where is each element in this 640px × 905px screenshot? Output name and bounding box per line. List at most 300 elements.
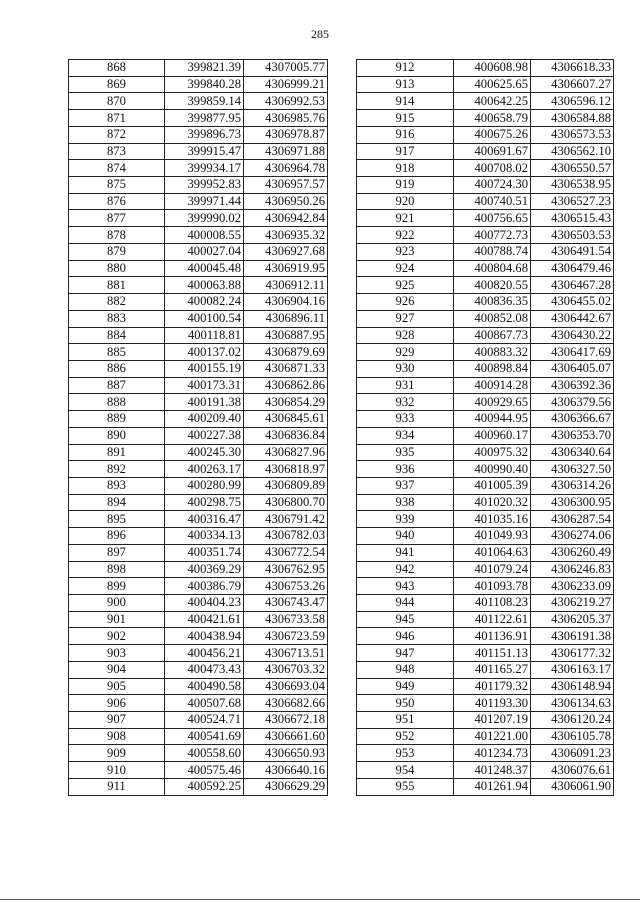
table-row	[357, 578, 614, 595]
x-coordinate-cell: 401165.27	[454, 661, 531, 678]
point-number-cell: 925	[357, 277, 454, 294]
table-row	[69, 60, 328, 77]
point-number-cell: 918	[357, 160, 454, 177]
y-coordinate-cell: 4306618.33	[531, 60, 614, 77]
point-number-cell: 890	[69, 427, 165, 444]
x-coordinate-cell: 400008.55	[165, 227, 244, 244]
coordinates-table-right	[356, 59, 614, 796]
table-row	[69, 126, 328, 143]
table-row	[69, 595, 328, 612]
table-row	[69, 344, 328, 361]
table-row	[357, 227, 614, 244]
x-coordinate-cell: 400334.13	[165, 528, 244, 545]
table-row	[357, 411, 614, 428]
y-coordinate-cell: 4306854.29	[244, 394, 328, 411]
x-coordinate-cell: 400280.99	[165, 477, 244, 494]
x-coordinate-cell: 400063.88	[165, 277, 244, 294]
table-row	[69, 444, 328, 461]
y-coordinate-cell: 4306430.22	[531, 327, 614, 344]
point-number-cell: 872	[69, 126, 165, 143]
y-coordinate-cell: 4306550.57	[531, 160, 614, 177]
y-coordinate-cell: 4306596.12	[531, 93, 614, 110]
table-row	[357, 143, 614, 160]
point-number-cell: 950	[357, 695, 454, 712]
x-coordinate-cell: 400316.47	[165, 511, 244, 528]
point-number-cell: 913	[357, 76, 454, 93]
table-row	[357, 327, 614, 344]
point-number-cell: 889	[69, 411, 165, 428]
y-coordinate-cell: 4306904.16	[244, 294, 328, 311]
y-coordinate-cell: 4306942.84	[244, 210, 328, 227]
y-coordinate-cell: 4306148.94	[531, 678, 614, 695]
point-number-cell: 929	[357, 344, 454, 361]
x-coordinate-cell: 400575.46	[165, 762, 244, 779]
y-coordinate-cell: 4306733.58	[244, 611, 328, 628]
table-row	[69, 712, 328, 729]
table-row	[69, 227, 328, 244]
point-number-cell: 952	[357, 728, 454, 745]
x-coordinate-cell: 400245.30	[165, 444, 244, 461]
point-number-cell: 887	[69, 377, 165, 394]
y-coordinate-cell: 4306219.27	[531, 595, 614, 612]
y-coordinate-cell: 4306999.21	[244, 76, 328, 93]
y-coordinate-cell: 4306871.33	[244, 360, 328, 377]
x-coordinate-cell: 401064.63	[454, 544, 531, 561]
table-row	[357, 427, 614, 444]
x-coordinate-cell: 400960.17	[454, 427, 531, 444]
x-coordinate-cell: 400082.24	[165, 294, 244, 311]
x-coordinate-cell: 400351.74	[165, 544, 244, 561]
x-coordinate-cell: 400209.40	[165, 411, 244, 428]
x-coordinate-cell: 400558.60	[165, 745, 244, 762]
table-row	[69, 477, 328, 494]
x-coordinate-cell: 400836.35	[454, 294, 531, 311]
y-coordinate-cell: 4306246.83	[531, 561, 614, 578]
x-coordinate-cell: 401020.32	[454, 494, 531, 511]
table-row	[357, 762, 614, 779]
x-coordinate-cell: 399952.83	[165, 177, 244, 194]
table-row	[69, 762, 328, 779]
y-coordinate-cell: 4306105.78	[531, 728, 614, 745]
point-number-cell: 896	[69, 528, 165, 545]
y-coordinate-cell: 4306366.67	[531, 411, 614, 428]
x-coordinate-cell: 399896.73	[165, 126, 244, 143]
point-number-cell: 941	[357, 544, 454, 561]
table-row	[357, 260, 614, 277]
y-coordinate-cell: 4306629.29	[244, 778, 328, 795]
y-coordinate-cell: 4306442.67	[531, 310, 614, 327]
point-number-cell: 877	[69, 210, 165, 227]
y-coordinate-cell: 4306919.95	[244, 260, 328, 277]
y-coordinate-cell: 4306957.57	[244, 177, 328, 194]
table-row	[357, 695, 614, 712]
point-number-cell: 948	[357, 661, 454, 678]
table-row	[69, 695, 328, 712]
point-number-cell: 917	[357, 143, 454, 160]
table-row	[357, 645, 614, 662]
x-coordinate-cell: 400675.26	[454, 126, 531, 143]
point-number-cell: 870	[69, 93, 165, 110]
x-coordinate-cell: 399915.47	[165, 143, 244, 160]
table-row	[69, 260, 328, 277]
y-coordinate-cell: 4306661.60	[244, 728, 328, 745]
table-row	[69, 76, 328, 93]
point-number-cell: 902	[69, 628, 165, 645]
x-coordinate-cell: 401207.19	[454, 712, 531, 729]
x-coordinate-cell: 401179.32	[454, 678, 531, 695]
x-coordinate-cell: 400820.55	[454, 277, 531, 294]
x-coordinate-cell: 400592.25	[165, 778, 244, 795]
point-number-cell: 955	[357, 778, 454, 795]
x-coordinate-cell: 400155.19	[165, 360, 244, 377]
point-number-cell: 879	[69, 243, 165, 260]
table-row	[69, 427, 328, 444]
point-number-cell: 878	[69, 227, 165, 244]
table-row	[69, 360, 328, 377]
table-row	[69, 611, 328, 628]
y-coordinate-cell: 4306491.54	[531, 243, 614, 260]
x-coordinate-cell: 400421.61	[165, 611, 244, 628]
table-row	[69, 645, 328, 662]
point-number-cell: 919	[357, 177, 454, 194]
point-number-cell: 880	[69, 260, 165, 277]
y-coordinate-cell: 4306455.02	[531, 294, 614, 311]
table-row	[357, 377, 614, 394]
point-number-cell: 900	[69, 595, 165, 612]
table-row	[69, 310, 328, 327]
y-coordinate-cell: 4306682.66	[244, 695, 328, 712]
y-coordinate-cell: 4306971.88	[244, 143, 328, 160]
point-number-cell: 934	[357, 427, 454, 444]
point-number-cell: 910	[69, 762, 165, 779]
y-coordinate-cell: 4306562.10	[531, 143, 614, 160]
table-row	[357, 528, 614, 545]
x-coordinate-cell: 400456.21	[165, 645, 244, 662]
table-row	[357, 461, 614, 478]
x-coordinate-cell: 401122.61	[454, 611, 531, 628]
y-coordinate-cell: 4306791.42	[244, 511, 328, 528]
x-coordinate-cell: 400473.43	[165, 661, 244, 678]
table-row	[69, 494, 328, 511]
y-coordinate-cell: 4306134.63	[531, 695, 614, 712]
point-number-cell: 883	[69, 310, 165, 327]
x-coordinate-cell: 400490.58	[165, 678, 244, 695]
y-coordinate-cell: 4306753.26	[244, 578, 328, 595]
table-row	[69, 511, 328, 528]
table-row	[357, 243, 614, 260]
point-number-cell: 885	[69, 344, 165, 361]
x-coordinate-cell: 401151.13	[454, 645, 531, 662]
point-number-cell: 893	[69, 477, 165, 494]
y-coordinate-cell: 4306743.47	[244, 595, 328, 612]
point-number-cell: 949	[357, 678, 454, 695]
point-number-cell: 892	[69, 461, 165, 478]
point-number-cell: 954	[357, 762, 454, 779]
x-coordinate-cell: 401248.37	[454, 762, 531, 779]
table-row	[357, 160, 614, 177]
point-number-cell: 884	[69, 327, 165, 344]
y-coordinate-cell: 4306640.16	[244, 762, 328, 779]
y-coordinate-cell: 4306650.93	[244, 745, 328, 762]
bottom-rule	[0, 899, 640, 900]
x-coordinate-cell: 400944.95	[454, 411, 531, 428]
y-coordinate-cell: 4306405.07	[531, 360, 614, 377]
table-row	[357, 76, 614, 93]
point-number-cell: 908	[69, 728, 165, 745]
y-coordinate-cell: 4306809.89	[244, 477, 328, 494]
x-coordinate-cell: 400386.79	[165, 578, 244, 595]
y-coordinate-cell: 4306818.97	[244, 461, 328, 478]
point-number-cell: 932	[357, 394, 454, 411]
table-row	[357, 126, 614, 143]
y-coordinate-cell: 4306467.28	[531, 277, 614, 294]
table-row	[357, 511, 614, 528]
table-row	[357, 477, 614, 494]
point-number-cell: 939	[357, 511, 454, 528]
table-row	[357, 661, 614, 678]
x-coordinate-cell: 399934.17	[165, 160, 244, 177]
x-coordinate-cell: 400929.65	[454, 394, 531, 411]
y-coordinate-cell: 4306274.06	[531, 528, 614, 545]
table-row	[69, 110, 328, 127]
x-coordinate-cell: 400642.25	[454, 93, 531, 110]
y-coordinate-cell: 4306417.69	[531, 344, 614, 361]
y-coordinate-cell: 4306538.95	[531, 177, 614, 194]
point-number-cell: 882	[69, 294, 165, 311]
y-coordinate-cell: 4306845.61	[244, 411, 328, 428]
point-number-cell: 901	[69, 611, 165, 628]
point-number-cell: 953	[357, 745, 454, 762]
y-coordinate-cell: 4306527.23	[531, 193, 614, 210]
y-coordinate-cell: 4306260.49	[531, 544, 614, 561]
y-coordinate-cell: 4306772.54	[244, 544, 328, 561]
table-row	[357, 778, 614, 795]
table-row	[69, 528, 328, 545]
x-coordinate-cell: 400914.28	[454, 377, 531, 394]
y-coordinate-cell: 4306782.03	[244, 528, 328, 545]
x-coordinate-cell: 400898.84	[454, 360, 531, 377]
x-coordinate-cell: 400788.74	[454, 243, 531, 260]
x-coordinate-cell: 400137.02	[165, 344, 244, 361]
x-coordinate-cell: 399877.95	[165, 110, 244, 127]
x-coordinate-cell: 399971.44	[165, 193, 244, 210]
point-number-cell: 905	[69, 678, 165, 695]
table-row	[357, 360, 614, 377]
point-number-cell: 873	[69, 143, 165, 160]
y-coordinate-cell: 4306836.84	[244, 427, 328, 444]
y-coordinate-cell: 4306479.46	[531, 260, 614, 277]
x-coordinate-cell: 400724.30	[454, 177, 531, 194]
table-row	[357, 344, 614, 361]
y-coordinate-cell: 4306573.53	[531, 126, 614, 143]
point-number-cell: 926	[357, 294, 454, 311]
point-number-cell: 895	[69, 511, 165, 528]
point-number-cell: 916	[357, 126, 454, 143]
table-row	[69, 277, 328, 294]
x-coordinate-cell: 400658.79	[454, 110, 531, 127]
y-coordinate-cell: 4306353.70	[531, 427, 614, 444]
y-coordinate-cell: 4306340.64	[531, 444, 614, 461]
point-number-cell: 897	[69, 544, 165, 561]
y-coordinate-cell: 4306392.36	[531, 377, 614, 394]
point-number-cell: 871	[69, 110, 165, 127]
table-row	[69, 745, 328, 762]
table-row	[69, 661, 328, 678]
table-row	[357, 712, 614, 729]
x-coordinate-cell: 400975.32	[454, 444, 531, 461]
y-coordinate-cell: 4306607.27	[531, 76, 614, 93]
table-row	[69, 377, 328, 394]
x-coordinate-cell: 400524.71	[165, 712, 244, 729]
point-number-cell: 922	[357, 227, 454, 244]
x-coordinate-cell: 400625.65	[454, 76, 531, 93]
x-coordinate-cell: 400772.73	[454, 227, 531, 244]
x-coordinate-cell: 400756.65	[454, 210, 531, 227]
y-coordinate-cell: 4306205.37	[531, 611, 614, 628]
table-row	[357, 444, 614, 461]
x-coordinate-cell: 401234.73	[454, 745, 531, 762]
x-coordinate-cell: 400883.32	[454, 344, 531, 361]
y-coordinate-cell: 4306862.86	[244, 377, 328, 394]
x-coordinate-cell: 401136.91	[454, 628, 531, 645]
y-coordinate-cell: 4306120.24	[531, 712, 614, 729]
x-coordinate-cell: 400191.38	[165, 394, 244, 411]
y-coordinate-cell: 4306992.53	[244, 93, 328, 110]
y-coordinate-cell: 4306964.78	[244, 160, 328, 177]
table-row	[357, 628, 614, 645]
page-number: 285	[311, 27, 329, 41]
table-row	[357, 60, 614, 77]
table-row	[357, 745, 614, 762]
point-number-cell: 915	[357, 110, 454, 127]
y-coordinate-cell: 4306314.26	[531, 477, 614, 494]
point-number-cell: 899	[69, 578, 165, 595]
y-coordinate-cell: 4306827.96	[244, 444, 328, 461]
x-coordinate-cell: 400691.67	[454, 143, 531, 160]
y-coordinate-cell: 4306191.38	[531, 628, 614, 645]
x-coordinate-cell: 400608.98	[454, 60, 531, 77]
x-coordinate-cell: 399859.14	[165, 93, 244, 110]
table-row	[357, 310, 614, 327]
table-row	[69, 411, 328, 428]
y-coordinate-cell: 4306327.50	[531, 461, 614, 478]
point-number-cell: 906	[69, 695, 165, 712]
y-coordinate-cell: 4306887.95	[244, 327, 328, 344]
table-row	[357, 210, 614, 227]
x-coordinate-cell: 400027.04	[165, 243, 244, 260]
x-coordinate-cell: 400708.02	[454, 160, 531, 177]
table-row	[357, 394, 614, 411]
x-coordinate-cell: 400045.48	[165, 260, 244, 277]
x-coordinate-cell: 401079.24	[454, 561, 531, 578]
x-coordinate-cell: 400227.38	[165, 427, 244, 444]
x-coordinate-cell: 400369.29	[165, 561, 244, 578]
point-number-cell: 931	[357, 377, 454, 394]
y-coordinate-cell: 4306927.68	[244, 243, 328, 260]
y-coordinate-cell: 4306896.11	[244, 310, 328, 327]
point-number-cell: 868	[69, 60, 165, 77]
point-number-cell: 943	[357, 578, 454, 595]
point-number-cell: 875	[69, 177, 165, 194]
y-coordinate-cell: 4306762.95	[244, 561, 328, 578]
y-coordinate-cell: 4306703.32	[244, 661, 328, 678]
point-number-cell: 891	[69, 444, 165, 461]
x-coordinate-cell: 399821.39	[165, 60, 244, 77]
y-coordinate-cell: 4306163.17	[531, 661, 614, 678]
table-row	[69, 578, 328, 595]
x-coordinate-cell: 400990.40	[454, 461, 531, 478]
coordinates-table-left	[68, 59, 328, 796]
point-number-cell: 903	[69, 645, 165, 662]
table-row	[357, 110, 614, 127]
point-number-cell: 935	[357, 444, 454, 461]
point-number-cell: 909	[69, 745, 165, 762]
point-number-cell: 874	[69, 160, 165, 177]
y-coordinate-cell: 4306912.11	[244, 277, 328, 294]
point-number-cell: 947	[357, 645, 454, 662]
x-coordinate-cell: 399990.02	[165, 210, 244, 227]
x-coordinate-cell: 400173.31	[165, 377, 244, 394]
table-row	[69, 210, 328, 227]
point-number-cell: 907	[69, 712, 165, 729]
point-number-cell: 920	[357, 193, 454, 210]
x-coordinate-cell: 400438.94	[165, 628, 244, 645]
point-number-cell: 944	[357, 595, 454, 612]
point-number-cell: 938	[357, 494, 454, 511]
y-coordinate-cell: 4306061.90	[531, 778, 614, 795]
table-row	[69, 160, 328, 177]
point-number-cell: 942	[357, 561, 454, 578]
table-row	[69, 93, 328, 110]
table-row	[69, 193, 328, 210]
x-coordinate-cell: 401049.93	[454, 528, 531, 545]
table-row	[357, 193, 614, 210]
table-row	[357, 678, 614, 695]
point-number-cell: 911	[69, 778, 165, 795]
y-coordinate-cell: 4306985.76	[244, 110, 328, 127]
x-coordinate-cell: 400404.23	[165, 595, 244, 612]
x-coordinate-cell: 401221.00	[454, 728, 531, 745]
point-number-cell: 876	[69, 193, 165, 210]
point-number-cell: 951	[357, 712, 454, 729]
y-coordinate-cell: 4306503.53	[531, 227, 614, 244]
table-row	[357, 177, 614, 194]
point-number-cell: 940	[357, 528, 454, 545]
point-number-cell: 927	[357, 310, 454, 327]
point-number-cell: 936	[357, 461, 454, 478]
y-coordinate-cell: 4306515.43	[531, 210, 614, 227]
y-coordinate-cell: 4306584.88	[531, 110, 614, 127]
x-coordinate-cell: 401108.23	[454, 595, 531, 612]
table-row	[69, 728, 328, 745]
y-coordinate-cell: 4306379.56	[531, 394, 614, 411]
table-row	[69, 394, 328, 411]
point-number-cell: 945	[357, 611, 454, 628]
table-row	[69, 544, 328, 561]
x-coordinate-cell: 401005.39	[454, 477, 531, 494]
point-number-cell: 946	[357, 628, 454, 645]
x-coordinate-cell: 400118.81	[165, 327, 244, 344]
y-coordinate-cell: 4306800.70	[244, 494, 328, 511]
x-coordinate-cell: 400867.73	[454, 327, 531, 344]
y-coordinate-cell: 4306693.04	[244, 678, 328, 695]
point-number-cell: 888	[69, 394, 165, 411]
table-row	[69, 327, 328, 344]
point-number-cell: 914	[357, 93, 454, 110]
table-row	[357, 728, 614, 745]
y-coordinate-cell: 4306091.23	[531, 745, 614, 762]
point-number-cell: 930	[357, 360, 454, 377]
